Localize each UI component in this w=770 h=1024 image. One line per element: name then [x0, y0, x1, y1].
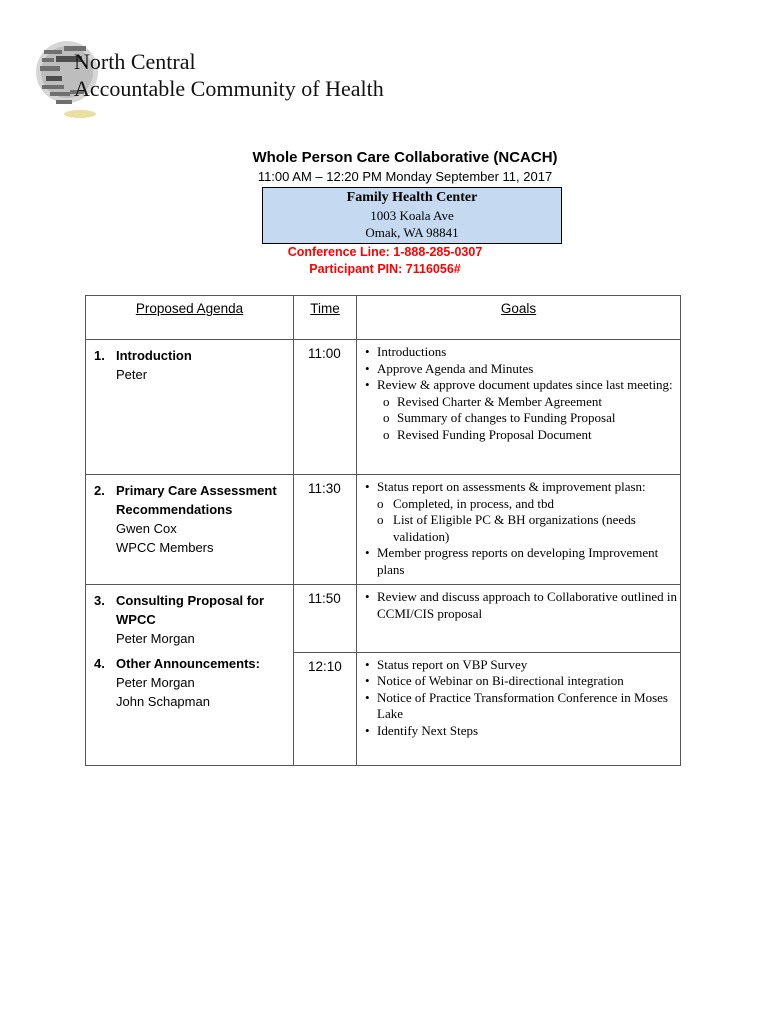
goal-item: • Introductions [365, 344, 678, 361]
meeting-title: Whole Person Care Collaborative (NCACH) [252, 149, 558, 166]
goal-subitem: o List of Eligible PC & BH organizations (needs validation) [365, 512, 678, 545]
meeting-datetime: 11:00 AM – 12:20 PM Monday September 11, 2017 [257, 169, 553, 184]
participant-pin: Participant PIN: 7116056# [309, 262, 461, 276]
goals-cell [357, 585, 681, 653]
org-name-line2: Accountable Community of Health [74, 76, 384, 101]
goals-cell [357, 652, 681, 765]
goal-subitem: o Summary of changes to Funding Proposal [365, 410, 678, 427]
goals-cell [357, 475, 681, 585]
time-cell: 11:50 [294, 585, 357, 653]
conference-line: Conference Line: 1-888-285-0307 [287, 245, 483, 259]
agenda-item-person: Peter Morgan [116, 675, 195, 690]
meeting-header [0, 148, 770, 186]
goal-item: • Notice of Webinar on Bi-directional integration [365, 673, 678, 690]
goal-item: • Review and discuss approach to Collaborative outlined in CCMI/CIS proposal [365, 589, 678, 622]
header-goals: Goals [357, 296, 681, 340]
agenda-item-title: 3. Consulting Proposal for [94, 593, 265, 608]
header-time: Time [294, 296, 357, 340]
agenda-item-title: 2. Primary Care Assessment [94, 483, 277, 498]
table-row [86, 585, 681, 653]
goal-item: • Identify Next Steps [365, 723, 678, 740]
time-cell: 12:10 [294, 652, 357, 765]
org-name-line1: North Central [74, 49, 196, 74]
agenda-item-person: John Schapman [116, 694, 210, 709]
goals-cell [357, 340, 681, 475]
goal-subitem: o Revised Funding Proposal Document [365, 427, 678, 444]
time-cell: 11:30 [294, 475, 357, 585]
table-header-row [86, 296, 681, 340]
goal-item: • Status report on VBP Survey [365, 657, 678, 674]
venue-name: Family Health Center [346, 190, 478, 205]
agenda-item-title-cont: WPCC [116, 612, 156, 627]
conference-info [0, 244, 770, 278]
header-proposed-agenda: Proposed Agenda [86, 296, 294, 340]
logo-accent-icon [60, 108, 100, 120]
agenda-item-person: Gwen Cox [116, 521, 177, 536]
agenda-item-title-cont: Recommendations [116, 502, 233, 517]
agenda-item-title: 4. Other Announcements: [94, 656, 260, 671]
agenda-item-title: 1. Introduction [94, 348, 192, 363]
venue-address2: Omak, WA 98841 [365, 225, 459, 240]
goal-item: • Status report on assessments & improvement plasn: [365, 479, 678, 496]
goal-item: • Notice of Practice Transformation Conference in Moses Lake [365, 690, 678, 723]
agenda-table [85, 295, 681, 766]
table-row [86, 652, 681, 765]
time-cell: 11:00 [294, 340, 357, 475]
agenda-cell [86, 475, 294, 585]
agenda-item-person: Peter [116, 367, 148, 382]
goal-subitem: o Revised Charter & Member Agreement [365, 394, 678, 411]
agenda-cell [86, 340, 294, 475]
goal-item: • Review & approve document updates since last meeting: [365, 377, 678, 394]
org-name [74, 48, 384, 102]
goal-item: • Member progress reports on developing Improvement plans [365, 545, 678, 578]
agenda-cell [86, 585, 294, 653]
table-row [86, 340, 681, 475]
venue-box [262, 187, 562, 244]
goal-item: • Approve Agenda and Minutes [365, 361, 678, 378]
table-row [86, 475, 681, 585]
agenda-item-person: Peter Morgan [116, 631, 195, 646]
goal-subitem: o Completed, in process, and tbd [365, 496, 678, 513]
agenda-cell [86, 652, 294, 765]
agenda-item-person: WPCC Members [116, 540, 214, 555]
venue-address1: 1003 Koala Ave [370, 208, 454, 223]
